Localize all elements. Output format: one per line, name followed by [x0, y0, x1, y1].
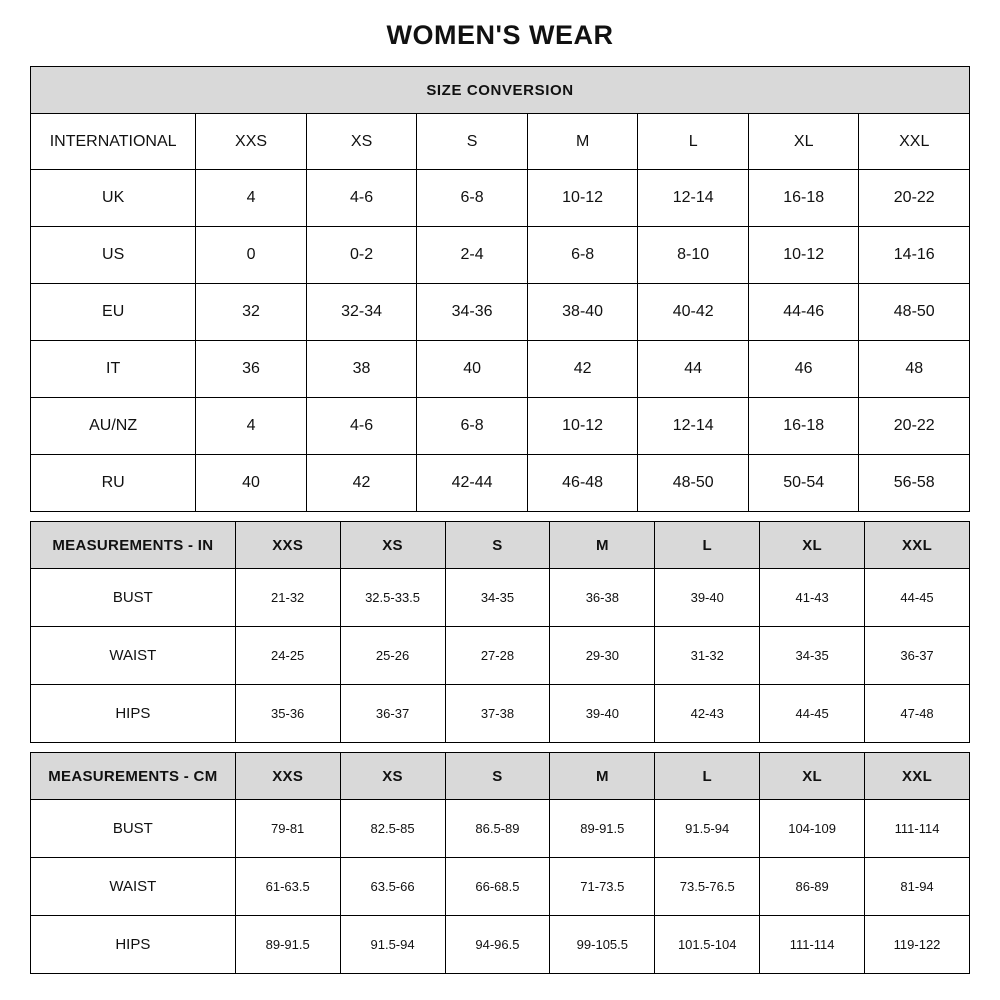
table-cell: 6-8 — [417, 398, 528, 455]
table-cell: 82.5-85 — [340, 800, 445, 858]
header-cell: XXL — [859, 114, 970, 170]
table-row — [31, 455, 970, 512]
table-header-row — [31, 114, 970, 170]
table-cell: 46 — [748, 341, 859, 398]
table-cell: 27-28 — [445, 627, 550, 685]
table-cell: 36-37 — [865, 627, 970, 685]
table-row — [31, 627, 970, 685]
row-label: BUST — [31, 569, 236, 627]
table-cell: 32 — [196, 284, 307, 341]
table-cell: 79-81 — [235, 800, 340, 858]
table-cell: 63.5-66 — [340, 858, 445, 916]
table-cell: 73.5-76.5 — [655, 858, 760, 916]
table-cell: 12-14 — [638, 170, 749, 227]
measurements-cm-table — [30, 752, 970, 974]
header-cell: XXL — [865, 522, 970, 569]
table-cell: 32-34 — [306, 284, 417, 341]
table-cell: 38 — [306, 341, 417, 398]
table-cell: 99-105.5 — [550, 916, 655, 974]
table-cell: 111-114 — [760, 916, 865, 974]
table-cell: 42 — [306, 455, 417, 512]
table-cell: 35-36 — [235, 685, 340, 743]
header-cell: L — [655, 753, 760, 800]
table-cell: 44-45 — [760, 685, 865, 743]
header-cell: M — [550, 522, 655, 569]
table-cell: 94-96.5 — [445, 916, 550, 974]
header-cell: MEASUREMENTS - IN — [31, 522, 236, 569]
header-cell: XL — [760, 753, 865, 800]
table-cell: 44-46 — [748, 284, 859, 341]
table-cell: 46-48 — [527, 455, 638, 512]
table-cell: 111-114 — [865, 800, 970, 858]
table-cell: 0 — [196, 227, 307, 284]
header-cell: XS — [340, 753, 445, 800]
table-cell: 16-18 — [748, 170, 859, 227]
table-cell: 31-32 — [655, 627, 760, 685]
row-label: IT — [31, 341, 196, 398]
header-cell: INTERNATIONAL — [31, 114, 196, 170]
row-label: BUST — [31, 800, 236, 858]
table-cell: 91.5-94 — [655, 800, 760, 858]
table-cell: 34-35 — [445, 569, 550, 627]
row-label: WAIST — [31, 858, 236, 916]
table-cell: 66-68.5 — [445, 858, 550, 916]
table-cell: 42-44 — [417, 455, 528, 512]
table-cell: 71-73.5 — [550, 858, 655, 916]
table-cell: 48-50 — [859, 284, 970, 341]
header-cell: XXS — [235, 753, 340, 800]
table-cell: 38-40 — [527, 284, 638, 341]
row-label: AU/NZ — [31, 398, 196, 455]
row-label: EU — [31, 284, 196, 341]
table-cell: 4-6 — [306, 398, 417, 455]
table-cell: 39-40 — [655, 569, 760, 627]
table-cell: 48 — [859, 341, 970, 398]
table-row — [31, 858, 970, 916]
table-row — [31, 341, 970, 398]
table-header-row — [31, 522, 970, 569]
table-cell: 40-42 — [638, 284, 749, 341]
header-cell: XXS — [235, 522, 340, 569]
table-cell: 0-2 — [306, 227, 417, 284]
table-cell: 89-91.5 — [235, 916, 340, 974]
table-row — [31, 569, 970, 627]
table-cell: 29-30 — [550, 627, 655, 685]
table-cell: 89-91.5 — [550, 800, 655, 858]
table-cell: 86.5-89 — [445, 800, 550, 858]
table-cell: 32.5-33.5 — [340, 569, 445, 627]
table-cell: 12-14 — [638, 398, 749, 455]
table-cell: 86-89 — [760, 858, 865, 916]
table-cell: 39-40 — [550, 685, 655, 743]
measurements-in-table — [30, 521, 970, 743]
table-cell: 10-12 — [748, 227, 859, 284]
table-cell: 101.5-104 — [655, 916, 760, 974]
table-cell: 34-35 — [760, 627, 865, 685]
table-row — [31, 398, 970, 455]
table-cell: 44-45 — [865, 569, 970, 627]
table-cell: 40 — [417, 341, 528, 398]
header-cell: XL — [748, 114, 859, 170]
header-cell: XS — [340, 522, 445, 569]
table-cell: 42 — [527, 341, 638, 398]
table-row — [31, 800, 970, 858]
table-cell: 50-54 — [748, 455, 859, 512]
table-cell: 24-25 — [235, 627, 340, 685]
header-cell: XXL — [865, 753, 970, 800]
size-conversion-table — [30, 66, 970, 512]
table-cell: 42-43 — [655, 685, 760, 743]
table-banner-row — [31, 67, 970, 114]
table-cell: 36-37 — [340, 685, 445, 743]
table-cell: 119-122 — [865, 916, 970, 974]
table-header-row — [31, 753, 970, 800]
header-cell: XL — [760, 522, 865, 569]
header-cell: MEASUREMENTS - CM — [31, 753, 236, 800]
table-cell: 4 — [196, 398, 307, 455]
table-cell: 36-38 — [550, 569, 655, 627]
table-cell: 4 — [196, 170, 307, 227]
table-cell: 40 — [196, 455, 307, 512]
table-cell: 20-22 — [859, 398, 970, 455]
table-cell: 81-94 — [865, 858, 970, 916]
table-row — [31, 916, 970, 974]
table-cell: 10-12 — [527, 398, 638, 455]
table-cell: 2-4 — [417, 227, 528, 284]
table-cell: 6-8 — [527, 227, 638, 284]
header-cell: M — [550, 753, 655, 800]
table-cell: 41-43 — [760, 569, 865, 627]
table-cell: 20-22 — [859, 170, 970, 227]
table-cell: 104-109 — [760, 800, 865, 858]
table-cell: 14-16 — [859, 227, 970, 284]
row-label: HIPS — [31, 685, 236, 743]
table-banner: SIZE CONVERSION — [31, 67, 970, 114]
row-label: RU — [31, 455, 196, 512]
header-cell: S — [445, 522, 550, 569]
table-cell: 10-12 — [527, 170, 638, 227]
table-cell: 8-10 — [638, 227, 749, 284]
table-cell: 4-6 — [306, 170, 417, 227]
header-cell: XXS — [196, 114, 307, 170]
table-cell: 37-38 — [445, 685, 550, 743]
table-cell: 56-58 — [859, 455, 970, 512]
table-cell: 47-48 — [865, 685, 970, 743]
header-cell: S — [445, 753, 550, 800]
header-cell: S — [417, 114, 528, 170]
row-label: UK — [31, 170, 196, 227]
table-cell: 16-18 — [748, 398, 859, 455]
table-cell: 36 — [196, 341, 307, 398]
header-cell: M — [527, 114, 638, 170]
table-row — [31, 227, 970, 284]
table-row — [31, 284, 970, 341]
table-cell: 61-63.5 — [235, 858, 340, 916]
row-label: HIPS — [31, 916, 236, 974]
row-label: WAIST — [31, 627, 236, 685]
page-title: WOMEN'S WEAR — [386, 20, 614, 50]
table-row — [31, 170, 970, 227]
header-cell: L — [638, 114, 749, 170]
table-cell: 6-8 — [417, 170, 528, 227]
table-cell: 34-36 — [417, 284, 528, 341]
table-cell: 21-32 — [235, 569, 340, 627]
header-cell: L — [655, 522, 760, 569]
table-row — [31, 685, 970, 743]
table-cell: 44 — [638, 341, 749, 398]
table-cell: 25-26 — [340, 627, 445, 685]
row-label: US — [31, 227, 196, 284]
table-cell: 48-50 — [638, 455, 749, 512]
table-cell: 91.5-94 — [340, 916, 445, 974]
header-cell: XS — [306, 114, 417, 170]
